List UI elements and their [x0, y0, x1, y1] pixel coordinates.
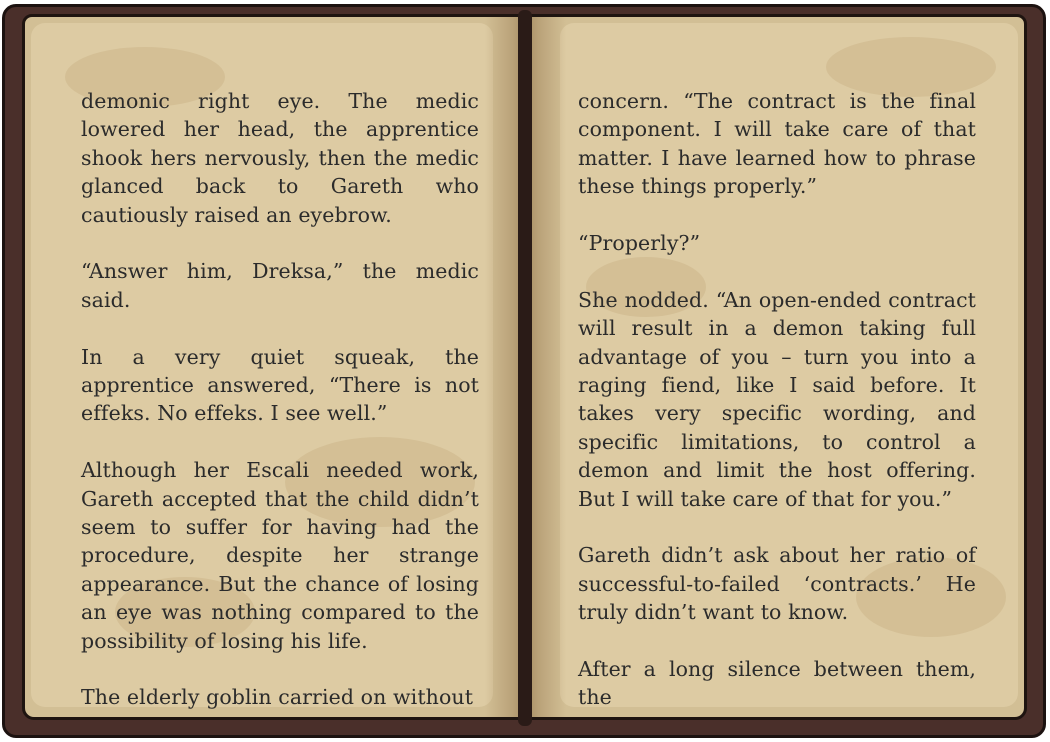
left-page[interactable]: [22, 14, 528, 720]
right-paragraph: She nodded. “An open-ended contract will result in a demon taking full advantage of you – turn you into a raging fiend, like I said before. It takes very specific wording, and specific limitations, to control a demon and limit the host offering. But I will take care of that for you.”: [578, 287, 976, 511]
left-page-text: [81, 87, 479, 712]
right-paragraph: After a long silence between them, the: [578, 657, 976, 710]
right-paragraph: Gareth didn’t ask about her ratio of successful-to-failed ‘contracts.’ He truly didn’t want to know.: [578, 543, 976, 625]
book-spine: [518, 10, 532, 726]
left-paragraph: Although her Escali needed work, Gareth accepted that the child didn’t seem to suffer for having had the procedure, despite her strange appearance. But the chance of losing an eye was nothing compared to the possibility of losing his life.: [81, 458, 479, 653]
right-paragraph: “Properly?”: [578, 231, 701, 256]
right-page[interactable]: [523, 14, 1027, 720]
left-paragraph: demonic right eye. The medic lowered her head, the apprentice shook hers nervously, then the medic glanced back to Gareth who cautiously raised an eyebrow.: [81, 89, 479, 227]
right-page-text: [578, 87, 976, 712]
left-paragraph: In a very quiet squeak, the apprentice answered, “There is not effeks. No effeks. I see well.”: [81, 344, 479, 426]
left-paragraph: The elderly goblin carried on without: [81, 685, 474, 710]
right-page-gutter-shadow: [526, 17, 566, 717]
right-paragraph: concern. “The contract is the final component. I will take care of that matter. I have learned how to phrase these things properly.”: [578, 89, 976, 199]
left-paragraph: “Answer him, Dreksa,” the medic said.: [81, 259, 479, 312]
